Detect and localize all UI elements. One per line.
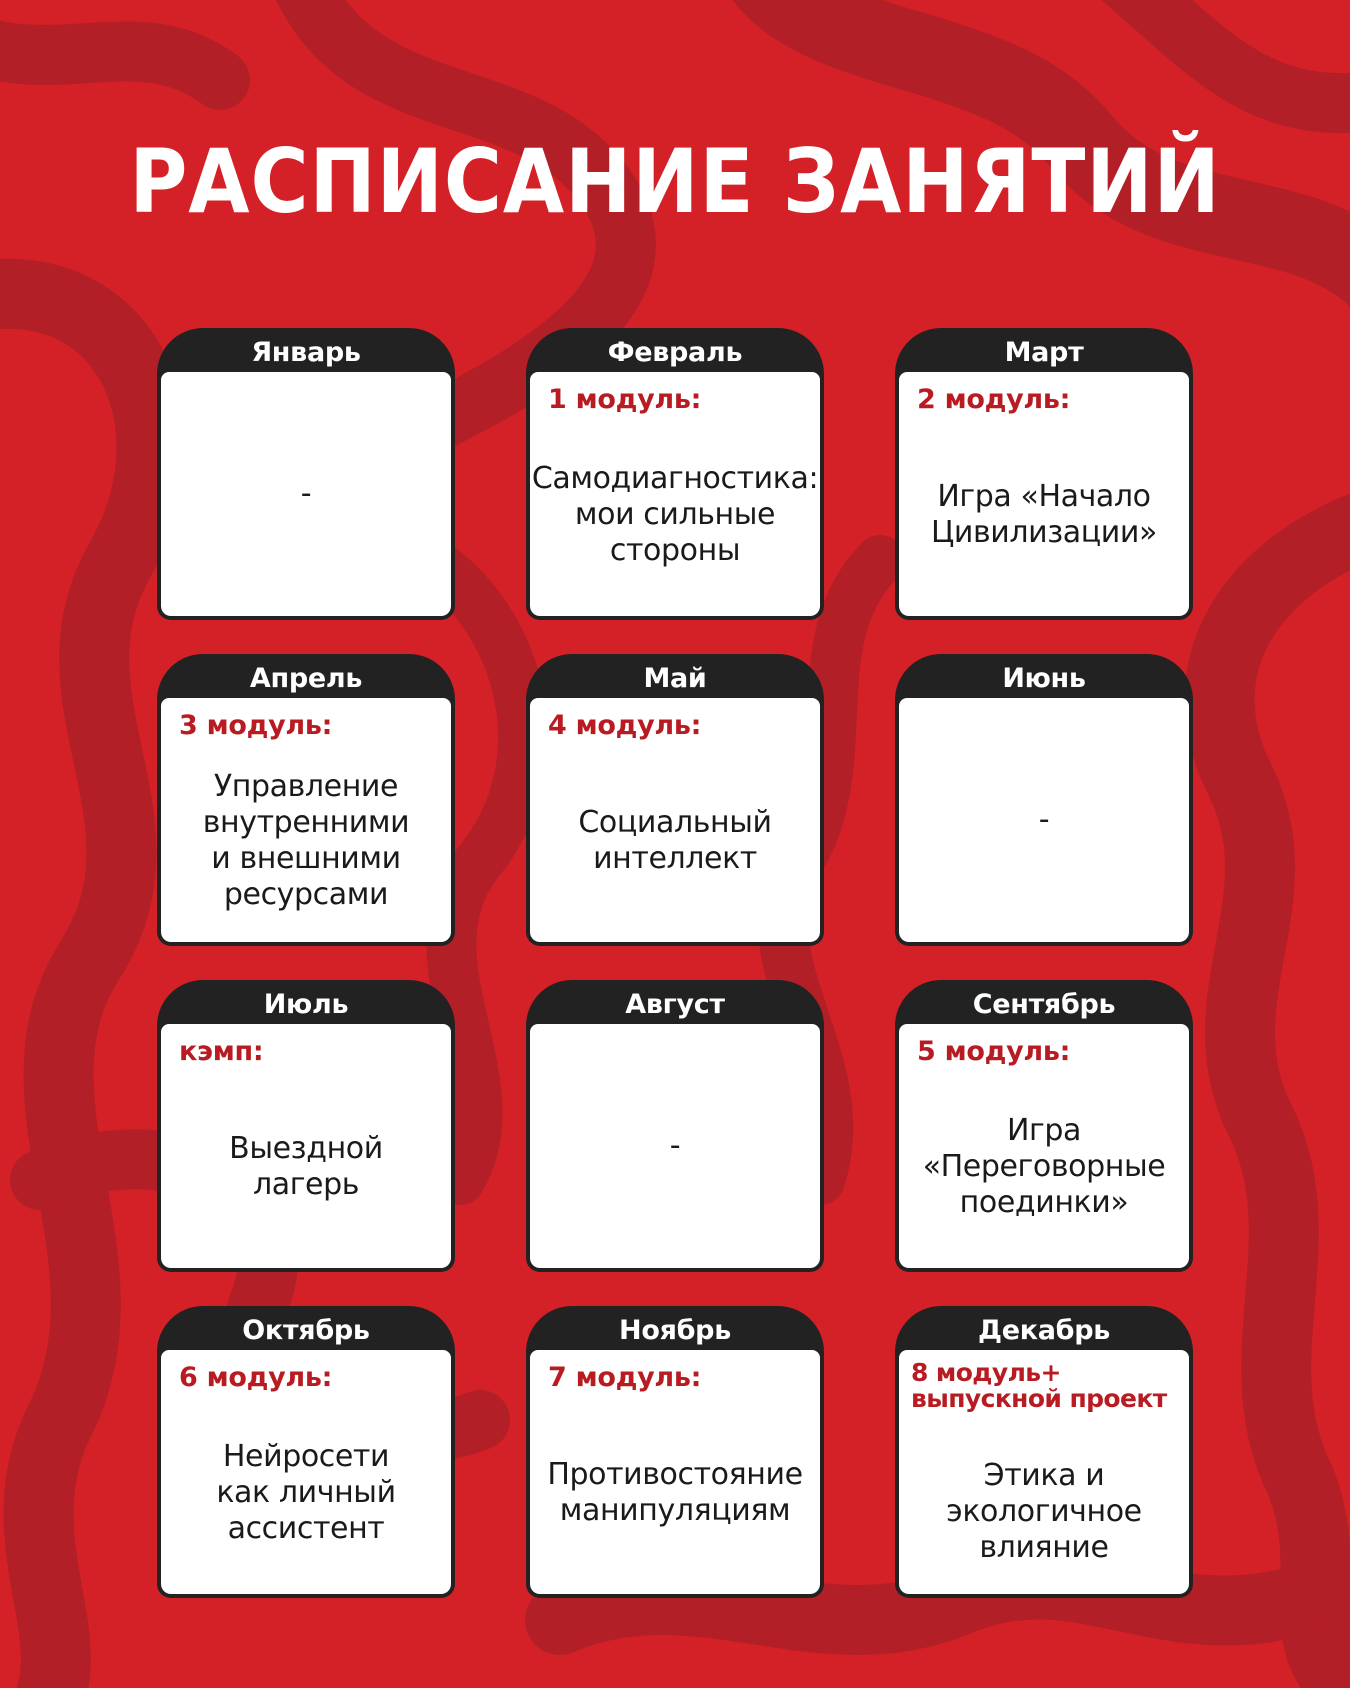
module-label: 2 модуль: — [917, 384, 1071, 415]
month-card-january — [157, 328, 455, 620]
month-card-november — [526, 1306, 824, 1598]
module-label: 8 модуль+ выпускной проект — [911, 1358, 1167, 1414]
module-label: 3 модуль: — [179, 710, 333, 741]
page-title: РАСПИСАНИЕ ЗАНЯТИЙ — [129, 130, 1221, 233]
module-description: Игра «Переговорные поединки» — [922, 1113, 1166, 1220]
module-description: - — [300, 476, 312, 511]
module-description: Этика и экологичное влияние — [946, 1458, 1142, 1565]
module-label: 4 модуль: — [548, 710, 702, 741]
month-name: Май — [643, 662, 707, 694]
month-card-december — [895, 1306, 1193, 1598]
card-body — [161, 698, 451, 942]
month-card-september — [895, 980, 1193, 1272]
module-label: 7 модуль: — [548, 1362, 702, 1393]
card-body — [530, 1024, 820, 1268]
month-card-april — [157, 654, 455, 946]
module-label: 5 модуль: — [917, 1036, 1071, 1067]
month-name: Апрель — [249, 662, 363, 694]
card-body — [530, 1350, 820, 1594]
month-name: Июнь — [1002, 662, 1086, 694]
month-name: Февраль — [607, 336, 743, 368]
month-card-july — [157, 980, 455, 1272]
module-description: Выездной лагерь — [229, 1131, 383, 1202]
module-description: Игра «Начало Цивилизации» — [931, 479, 1157, 550]
month-name: Сентябрь — [972, 988, 1116, 1020]
month-name: Октябрь — [242, 1314, 370, 1346]
month-name: Ноябрь — [619, 1314, 731, 1346]
month-card-october — [157, 1306, 455, 1598]
month-name: Август — [625, 988, 725, 1020]
card-body — [161, 1024, 451, 1268]
module-description: Нейросети как личный ассистент — [216, 1439, 396, 1546]
month-card-march — [895, 328, 1193, 620]
month-name: Декабрь — [977, 1314, 1111, 1346]
module-label: кэмп: — [179, 1036, 264, 1067]
month-card-february — [526, 328, 824, 620]
card-body — [899, 1350, 1189, 1594]
module-description: Управление внутренними и внешними ресурсами — [202, 769, 410, 912]
card-body — [161, 372, 451, 616]
card-body — [899, 372, 1189, 616]
month-name: Июль — [263, 988, 349, 1020]
module-description: Социальный интеллект — [578, 805, 772, 876]
month-name: Январь — [251, 336, 361, 368]
module-description: Противостояние манипуляциям — [547, 1457, 803, 1528]
month-name: Март — [1004, 336, 1084, 368]
schedule-grid — [157, 328, 1193, 1598]
month-card-may — [526, 654, 824, 946]
card-body — [899, 698, 1189, 942]
card-body — [530, 698, 820, 942]
module-description: - — [669, 1128, 681, 1163]
module-description: Самодиагностика: мои сильные стороны — [531, 461, 819, 568]
card-body — [530, 372, 820, 616]
month-card-august — [526, 980, 824, 1272]
module-label: 1 модуль: — [548, 384, 702, 415]
card-body — [161, 1350, 451, 1594]
module-label: 6 модуль: — [179, 1362, 333, 1393]
card-body — [899, 1024, 1189, 1268]
month-card-june — [895, 654, 1193, 946]
module-description: - — [1038, 802, 1050, 837]
